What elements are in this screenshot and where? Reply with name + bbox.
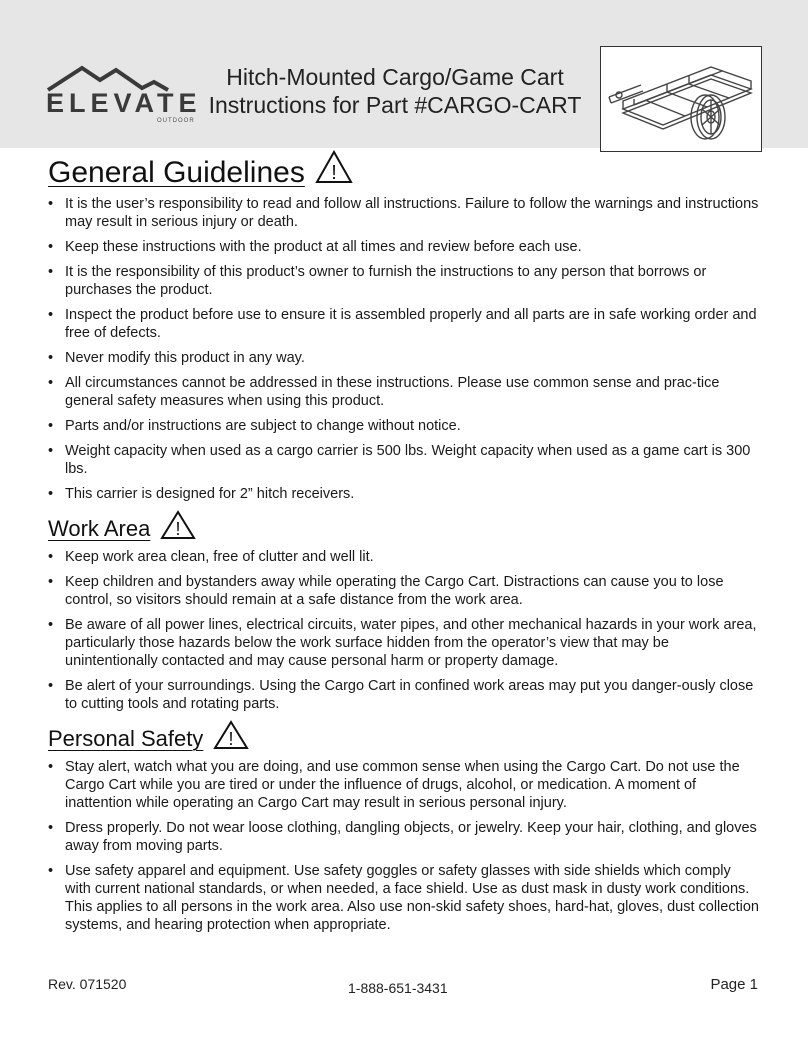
brand-name: ELEVATE xyxy=(46,88,202,118)
list-item: • Be aware of all power lines, electrical circuits, water pipes, and other mechanical hazards in your work area, particularly those hazards below the work surface hidden from the operator’s view that may be unintentionally contacted and may cause personal harm or property damage. xyxy=(48,616,760,670)
warning-icon xyxy=(160,510,196,548)
list-item: • This carrier is designed for 2” hitch receivers. xyxy=(48,485,760,503)
brand-logo xyxy=(44,62,202,128)
warning-icon xyxy=(315,150,353,195)
list-item: • Inspect the product before use to ensure it is assembled properly and all parts are in safe working order and free of defects. xyxy=(48,306,760,342)
svg-text:!: ! xyxy=(228,729,234,749)
bullet-list xyxy=(48,758,760,934)
section-title: Personal Safety xyxy=(48,726,204,751)
section-title: Work Area xyxy=(48,516,151,541)
section-personal-safety xyxy=(48,720,760,934)
phone-number: 1-888-651-3431 xyxy=(348,980,448,996)
list-item: • Keep work area clean, free of clutter and well lit. xyxy=(48,548,760,566)
section-title: General Guidelines xyxy=(48,155,305,189)
list-item: • Never modify this product in any way. xyxy=(48,349,760,367)
list-item: • All circumstances cannot be addressed in these instructions. Please use common sense and prac-tice general safety measures when using this product. xyxy=(48,374,760,410)
warning-icon xyxy=(213,720,249,758)
list-item: • Stay alert, watch what you are doing, and use common sense when using the Cargo Cart. Do not use the Cargo Cart while you are tired or under the influence of drugs, alcohol, or medication. A moment of inattention while operating an Cargo Cart may result in serious personal injury. xyxy=(48,758,760,812)
main-content xyxy=(48,150,760,941)
section-work-area xyxy=(48,510,760,713)
revision-label: Rev. 071520 xyxy=(48,976,127,992)
list-item: • It is the user’s responsibility to read and follow all instructions. Failure to follow the warnings and instructions may result in serious injury or death. xyxy=(48,195,760,231)
cargo-cart-icon xyxy=(601,47,761,151)
bullet-list xyxy=(48,195,760,503)
section-heading xyxy=(48,720,760,758)
document-title xyxy=(196,63,594,119)
section-heading xyxy=(48,150,760,195)
page-number: Page 1 xyxy=(710,976,758,993)
section-general-guidelines xyxy=(48,150,760,503)
title-line-1: Hitch-Mounted Cargo/Game Cart xyxy=(226,64,564,90)
list-item: • Keep children and bystanders away while operating the Cargo Cart. Distractions can cause you to lose control, so visitors should remain at a safe distance from the work area. xyxy=(48,573,760,609)
list-item: • Keep these instructions with the product at all times and review before each use. xyxy=(48,238,760,256)
list-item: • Be alert of your surroundings. Using the Cargo Cart in confined work areas may put you danger-ously close to cutting tools and rotating parts. xyxy=(48,677,760,713)
list-item: • Weight capacity when used as a cargo carrier is 500 lbs. Weight capacity when used as a game cart is 300 lbs. xyxy=(48,442,760,478)
svg-text:!: ! xyxy=(331,162,337,184)
list-item: • Dress properly. Do not wear loose clothing, dangling objects, or jewelry. Keep your hair, clothing, and gloves away from moving parts. xyxy=(48,819,760,855)
list-item: • It is the responsibility of this product’s owner to furnish the instructions to any person that borrows or purchases the product. xyxy=(48,263,760,299)
title-line-2: Instructions for Part #CARGO-CART xyxy=(208,92,582,118)
list-item: • Use safety apparel and equipment. Use safety goggles or safety glasses with side shields which comply with current national standards, or when needed, a face shield. Use as dust mask in dusty work conditions. This applies to all persons in the work area. Also use non-skid safety shoes, hard-hat, gloves, dust collection systems, and hearing protection when appropriate. xyxy=(48,862,760,934)
brand-subtitle: OUTDOOR xyxy=(157,118,195,124)
list-item: • Parts and/or instructions are subject to change without notice. xyxy=(48,417,760,435)
bullet-list xyxy=(48,548,760,713)
product-image xyxy=(600,46,762,152)
svg-text:!: ! xyxy=(175,519,181,539)
section-heading xyxy=(48,510,760,548)
